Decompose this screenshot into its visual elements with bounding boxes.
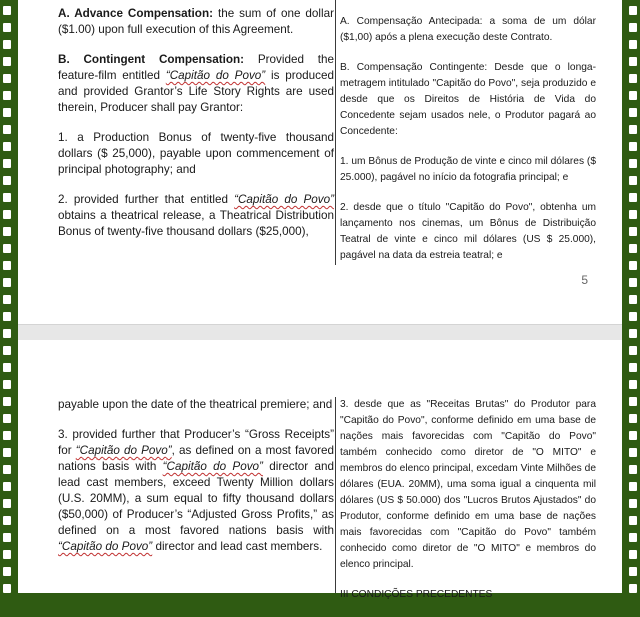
- sprocket-hole: [629, 244, 637, 253]
- sprocket-hole: [3, 482, 11, 491]
- sprocket-hole: [3, 74, 11, 83]
- sprocket-hole: [3, 6, 11, 15]
- sprocket-hole: [629, 295, 637, 304]
- portuguese-column: [340, 397, 596, 617]
- sprocket-hole: [629, 261, 637, 270]
- sprocket-hole: [3, 159, 11, 168]
- sprocket-hole: [629, 448, 637, 457]
- sprocket-hole: [629, 414, 637, 423]
- sprocket-hole: [3, 431, 11, 440]
- document-viewer[interactable]: [18, 0, 622, 600]
- sprocket-hole: [629, 176, 637, 185]
- sprocket-hole: [629, 346, 637, 355]
- sprocket-hole: [3, 584, 11, 593]
- sprocket-hole: [3, 346, 11, 355]
- sprocket-hole: [629, 516, 637, 525]
- sprocket-hole: [3, 244, 11, 253]
- contingent-compensation-heading: B. Contingent Compensation:: [58, 53, 245, 66]
- receitas-brutas-paragraph: 3. desde que as "Receitas Brutas" do Produtor para "Capitão do Povo", conforme definido em uma base de nações mais favorecidas com "Capitão do Povo" também conhecido como diretor de "O MITO" e membros do elenco principal, excedam Vinte Milhões de dólares (EUA. 20MM), uma soma igual a cinquenta mil dólares (US $ 50.000) dos "Lucros Brutos Ajustados" do Produtor, conforme definido em uma base de nações mais favorecidas com "Capitão do Povo" também conhecido como diretor de "O MITO" e membros do elenco principal.: [340, 399, 596, 570]
- sprocket-hole: [629, 482, 637, 491]
- sprocket-hole: [629, 278, 637, 287]
- film-title: “Capitão do Povo”: [165, 69, 266, 82]
- sprocket-hole: [629, 210, 637, 219]
- sprocket-hole: [629, 397, 637, 406]
- sprocket-hole: [629, 227, 637, 236]
- sprocket-hole: [629, 193, 637, 202]
- paragraph-text: Provided the feature-film entitled: [58, 53, 334, 82]
- compensacao-contingente-paragraph: B. Compensação Contingente: Desde que o longa-metragem intitulado "Capitão do Povo", seja produzido e desde que os Direitos de História de Vida do Concedente sejam usados nele, o Produtor pagará ao Concedente:: [340, 62, 596, 137]
- advance-compensation-paragraph: [58, 6, 334, 38]
- sprocket-hole: [3, 380, 11, 389]
- film-title: “Capitão do Povo”: [58, 540, 153, 553]
- sprocket-hole: [3, 278, 11, 287]
- paragraph-text: 3. provided further that Producer’s “Gross Receipts” for: [58, 428, 334, 457]
- sprocket-hole: [3, 533, 11, 542]
- sprocket-hole: [3, 397, 11, 406]
- sprocket-hole: [3, 210, 11, 219]
- english-column: [58, 6, 334, 254]
- sprocket-hole: [629, 74, 637, 83]
- sprocket-hole: [3, 329, 11, 338]
- film-strip-right: [626, 0, 640, 593]
- sprocket-hole: [629, 567, 637, 576]
- sprocket-hole: [629, 465, 637, 474]
- paragraph-text: , as defined on a most favored nations basis with: [58, 444, 335, 473]
- sprocket-hole: [629, 125, 637, 134]
- sprocket-hole: [629, 363, 637, 372]
- sprocket-hole: [3, 227, 11, 236]
- sprocket-hole: [3, 312, 11, 321]
- sprocket-hole: [629, 6, 637, 15]
- sprocket-hole: [629, 57, 637, 66]
- sprocket-hole: [3, 91, 11, 100]
- contingent-compensation-paragraph: [58, 52, 334, 116]
- bonus-producao-paragraph: 1. um Bônus de Produção de vinte e cinco mil dólares ($ 25.000), pagável no início da fotografia principal; e: [340, 156, 596, 183]
- sprocket-hole: [3, 108, 11, 117]
- film-title: “Capitão do Povo”: [234, 193, 334, 206]
- sprocket-hole: [629, 584, 637, 593]
- film-title: “Capitão do Povo”: [162, 460, 263, 473]
- sprocket-hole: [3, 176, 11, 185]
- sprocket-hole: [3, 40, 11, 49]
- sprocket-hole: [3, 261, 11, 270]
- sprocket-hole: [3, 567, 11, 576]
- sprocket-hole: [629, 159, 637, 168]
- sprocket-hole: [629, 40, 637, 49]
- sprocket-hole: [3, 414, 11, 423]
- column-divider: [335, 397, 336, 593]
- production-bonus-paragraph: 1. a Production Bonus of twenty-five thousand dollars ($ 25,000), payable upon commencement of principal photography; and: [58, 131, 334, 176]
- sprocket-hole: [3, 516, 11, 525]
- sprocket-hole: [629, 380, 637, 389]
- advance-compensation-heading: A. Advance Compensation:: [58, 7, 213, 20]
- sprocket-hole: [629, 550, 637, 559]
- sprocket-hole: [3, 57, 11, 66]
- sprocket-hole: [3, 193, 11, 202]
- gross-receipts-paragraph: [58, 427, 334, 555]
- sprocket-hole: [629, 23, 637, 32]
- paragraph-text: director and lead cast members.: [152, 540, 323, 553]
- page-6: [18, 340, 622, 600]
- sprocket-hole: [629, 108, 637, 117]
- sprocket-hole: [3, 465, 11, 474]
- sprocket-hole: [3, 499, 11, 508]
- condicoes-precedentes-heading: III CONDIÇÕES PRECEDENTES: [340, 589, 493, 600]
- column-divider: [335, 0, 336, 265]
- sprocket-hole: [3, 448, 11, 457]
- portuguese-column: [340, 14, 596, 278]
- sprocket-hole: [3, 142, 11, 151]
- paragraph-text: director and lead cast members, exceed Twenty Million dollars (U.S. 20MM), a sum equal to fifty thousand dollars ($50,000) of Producer’s “Adjusted Gross Profits,” as defined on a most favored nations basis with: [58, 460, 334, 537]
- sprocket-hole: [629, 91, 637, 100]
- sprocket-hole: [3, 550, 11, 559]
- sprocket-hole: [3, 363, 11, 372]
- english-column: [58, 397, 334, 569]
- distribution-bonus-paragraph: [58, 192, 334, 240]
- advance-compensation-text: the sum of one dollar ($1.00) upon full execution of this Agreement.: [58, 7, 334, 36]
- sprocket-hole: [629, 142, 637, 151]
- sprocket-hole: [629, 431, 637, 440]
- page-gap: [18, 324, 622, 340]
- page-number: 5: [581, 273, 588, 287]
- paragraph-text: 2. provided further that entitled: [58, 193, 235, 206]
- premiere-payment-paragraph: payable upon the date of the theatrical premiere; and: [58, 398, 333, 411]
- film-title: “Capitão do Povo”: [75, 444, 172, 457]
- paragraph-text: obtains a theatrical release, a Theatrical Distribution Bonus of twenty-five thousand dollars ($25,000),: [58, 209, 334, 238]
- film-strip-left: [0, 0, 14, 593]
- sprocket-hole: [3, 23, 11, 32]
- sprocket-hole: [3, 125, 11, 134]
- sprocket-hole: [629, 499, 637, 508]
- compensacao-antecipada-paragraph: A. Compensação Antecipada: a soma de um dólar ($1,00) após a plena execução deste Contrato.: [340, 16, 596, 43]
- sprocket-hole: [629, 329, 637, 338]
- bonus-distribuicao-paragraph: 2. desde que o título "Capitão do Povo", obtenha um lançamento nos cinemas, um Bônus de Distribuição Teatral de vinte e cinco mil dólares (US $ 25.000), pagável na data da estreia teatral; e: [340, 202, 596, 261]
- paragraph-text: is produced and provided Grantor’s Life Story Rights are used therein, Producer shall pay Grantor:: [58, 69, 335, 114]
- sprocket-hole: [629, 533, 637, 542]
- sprocket-hole: [629, 312, 637, 321]
- sprocket-hole: [3, 295, 11, 304]
- page-5: [18, 0, 622, 324]
